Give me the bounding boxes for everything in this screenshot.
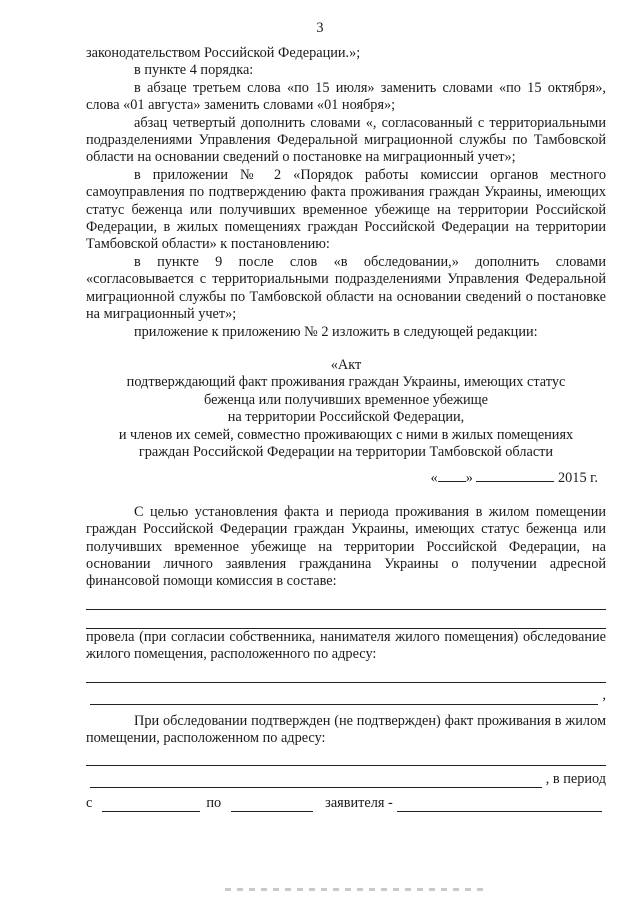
act-confirmed-paragraph: При обследовании подтвержден (не подтвержден) факт проживания в жилом помещении, расположенном по адресу: bbox=[86, 712, 606, 746]
from-date-blank bbox=[102, 799, 200, 812]
act-heading-line-2: беженца или получивших временное убежище bbox=[203, 391, 489, 408]
document-body bbox=[86, 45, 606, 812]
act-intro-paragraph: С целью установления факта и периода проживания в жилом помещении граждан Российской Федерации граждан Украины, имеющих статус беженца или получивших временное убежище на территории Российской Федерации, на основании личного заявления гражданина Украины о получении адресной финансовой помощи комиссия в составе: bbox=[86, 503, 606, 590]
date-day-blank bbox=[438, 469, 466, 482]
paragraph-item9: в пункте 9 после слов «в обследовании,» дополнить словами «согласовывается с территориальными подразделениями Управления Федеральной миграционной службы по Тамбовской области на основании сведений о постановке на миграционный учет»; bbox=[86, 253, 606, 323]
act-title: «Акт bbox=[330, 356, 362, 373]
period-label: , в период bbox=[545, 771, 606, 787]
paragraph-annex2: в приложении № 2 «Порядок работы комиссии органов местного самоуправления по подтверждению факта проживания граждан Украины, имеющих статус беженца или получивших временное убежище на территории Российской Федерации, в жилых помещениях граждан Российской Федерации на территории Тамбовской области» к постановлению: bbox=[86, 166, 606, 253]
date-close-quote: » bbox=[465, 470, 473, 487]
commission-blank-line-2 bbox=[86, 610, 606, 629]
period-line bbox=[86, 766, 606, 788]
to-label: по bbox=[206, 795, 222, 811]
residence-address-blank-line bbox=[86, 747, 606, 766]
date-year: 2015 г. bbox=[558, 470, 598, 487]
paragraph-third-abzac: в абзаце третьем слова «по 15 июля» заменить словами «по 15 октября», слова «01 августа» заменить словами «01 ноября»; bbox=[86, 79, 606, 114]
act-heading-line-4: и членов их семей, совместно проживающих с ними в жилых помещениях bbox=[118, 426, 574, 443]
date-month-blank bbox=[476, 469, 554, 482]
applicant-label: заявителя - bbox=[325, 795, 393, 811]
act-heading-line-1: подтверждающий факт проживания граждан Украины, имеющих статус bbox=[126, 374, 566, 391]
act-conducted-paragraph: провела (при согласии собственника, нанимателя жилого помещения) обследование жилого помещения, расположенного по адресу: bbox=[86, 628, 606, 663]
trailing-comma: , bbox=[602, 687, 606, 704]
to-date-blank bbox=[231, 799, 313, 812]
from-label: с bbox=[86, 795, 93, 811]
paragraph-law-ending: законодательством Российской Федерации.»; bbox=[86, 45, 361, 61]
paragraph-annex-redaction: приложение к приложению № 2 изложить в следующей редакции: bbox=[134, 323, 538, 340]
page-number: 3 bbox=[316, 20, 324, 36]
paragraph-item4-intro: в пункте 4 порядка: bbox=[134, 62, 254, 79]
date-range-line bbox=[86, 788, 606, 812]
act-heading-line-3: на территории Российской Федерации, bbox=[227, 409, 465, 426]
scan-artifact-dots bbox=[225, 888, 485, 891]
act-date-line bbox=[86, 469, 606, 487]
date-open-quote: « bbox=[430, 470, 438, 487]
act-heading-line-5: граждан Российской Федерации на территории Тамбовской области bbox=[138, 443, 554, 460]
applicant-blank bbox=[397, 799, 602, 812]
address-blank-line-2 bbox=[86, 683, 606, 705]
address-blank-line-1 bbox=[86, 664, 606, 683]
commission-blank-line-1 bbox=[86, 591, 606, 610]
paragraph-fourth-abzac: абзац четвертый дополнить словами «, согласованный с территориальными подразделениями Управления Федеральной миграционной службы по Тамбовской области на основании сведений о постановке на миграционный учет»; bbox=[86, 114, 606, 166]
